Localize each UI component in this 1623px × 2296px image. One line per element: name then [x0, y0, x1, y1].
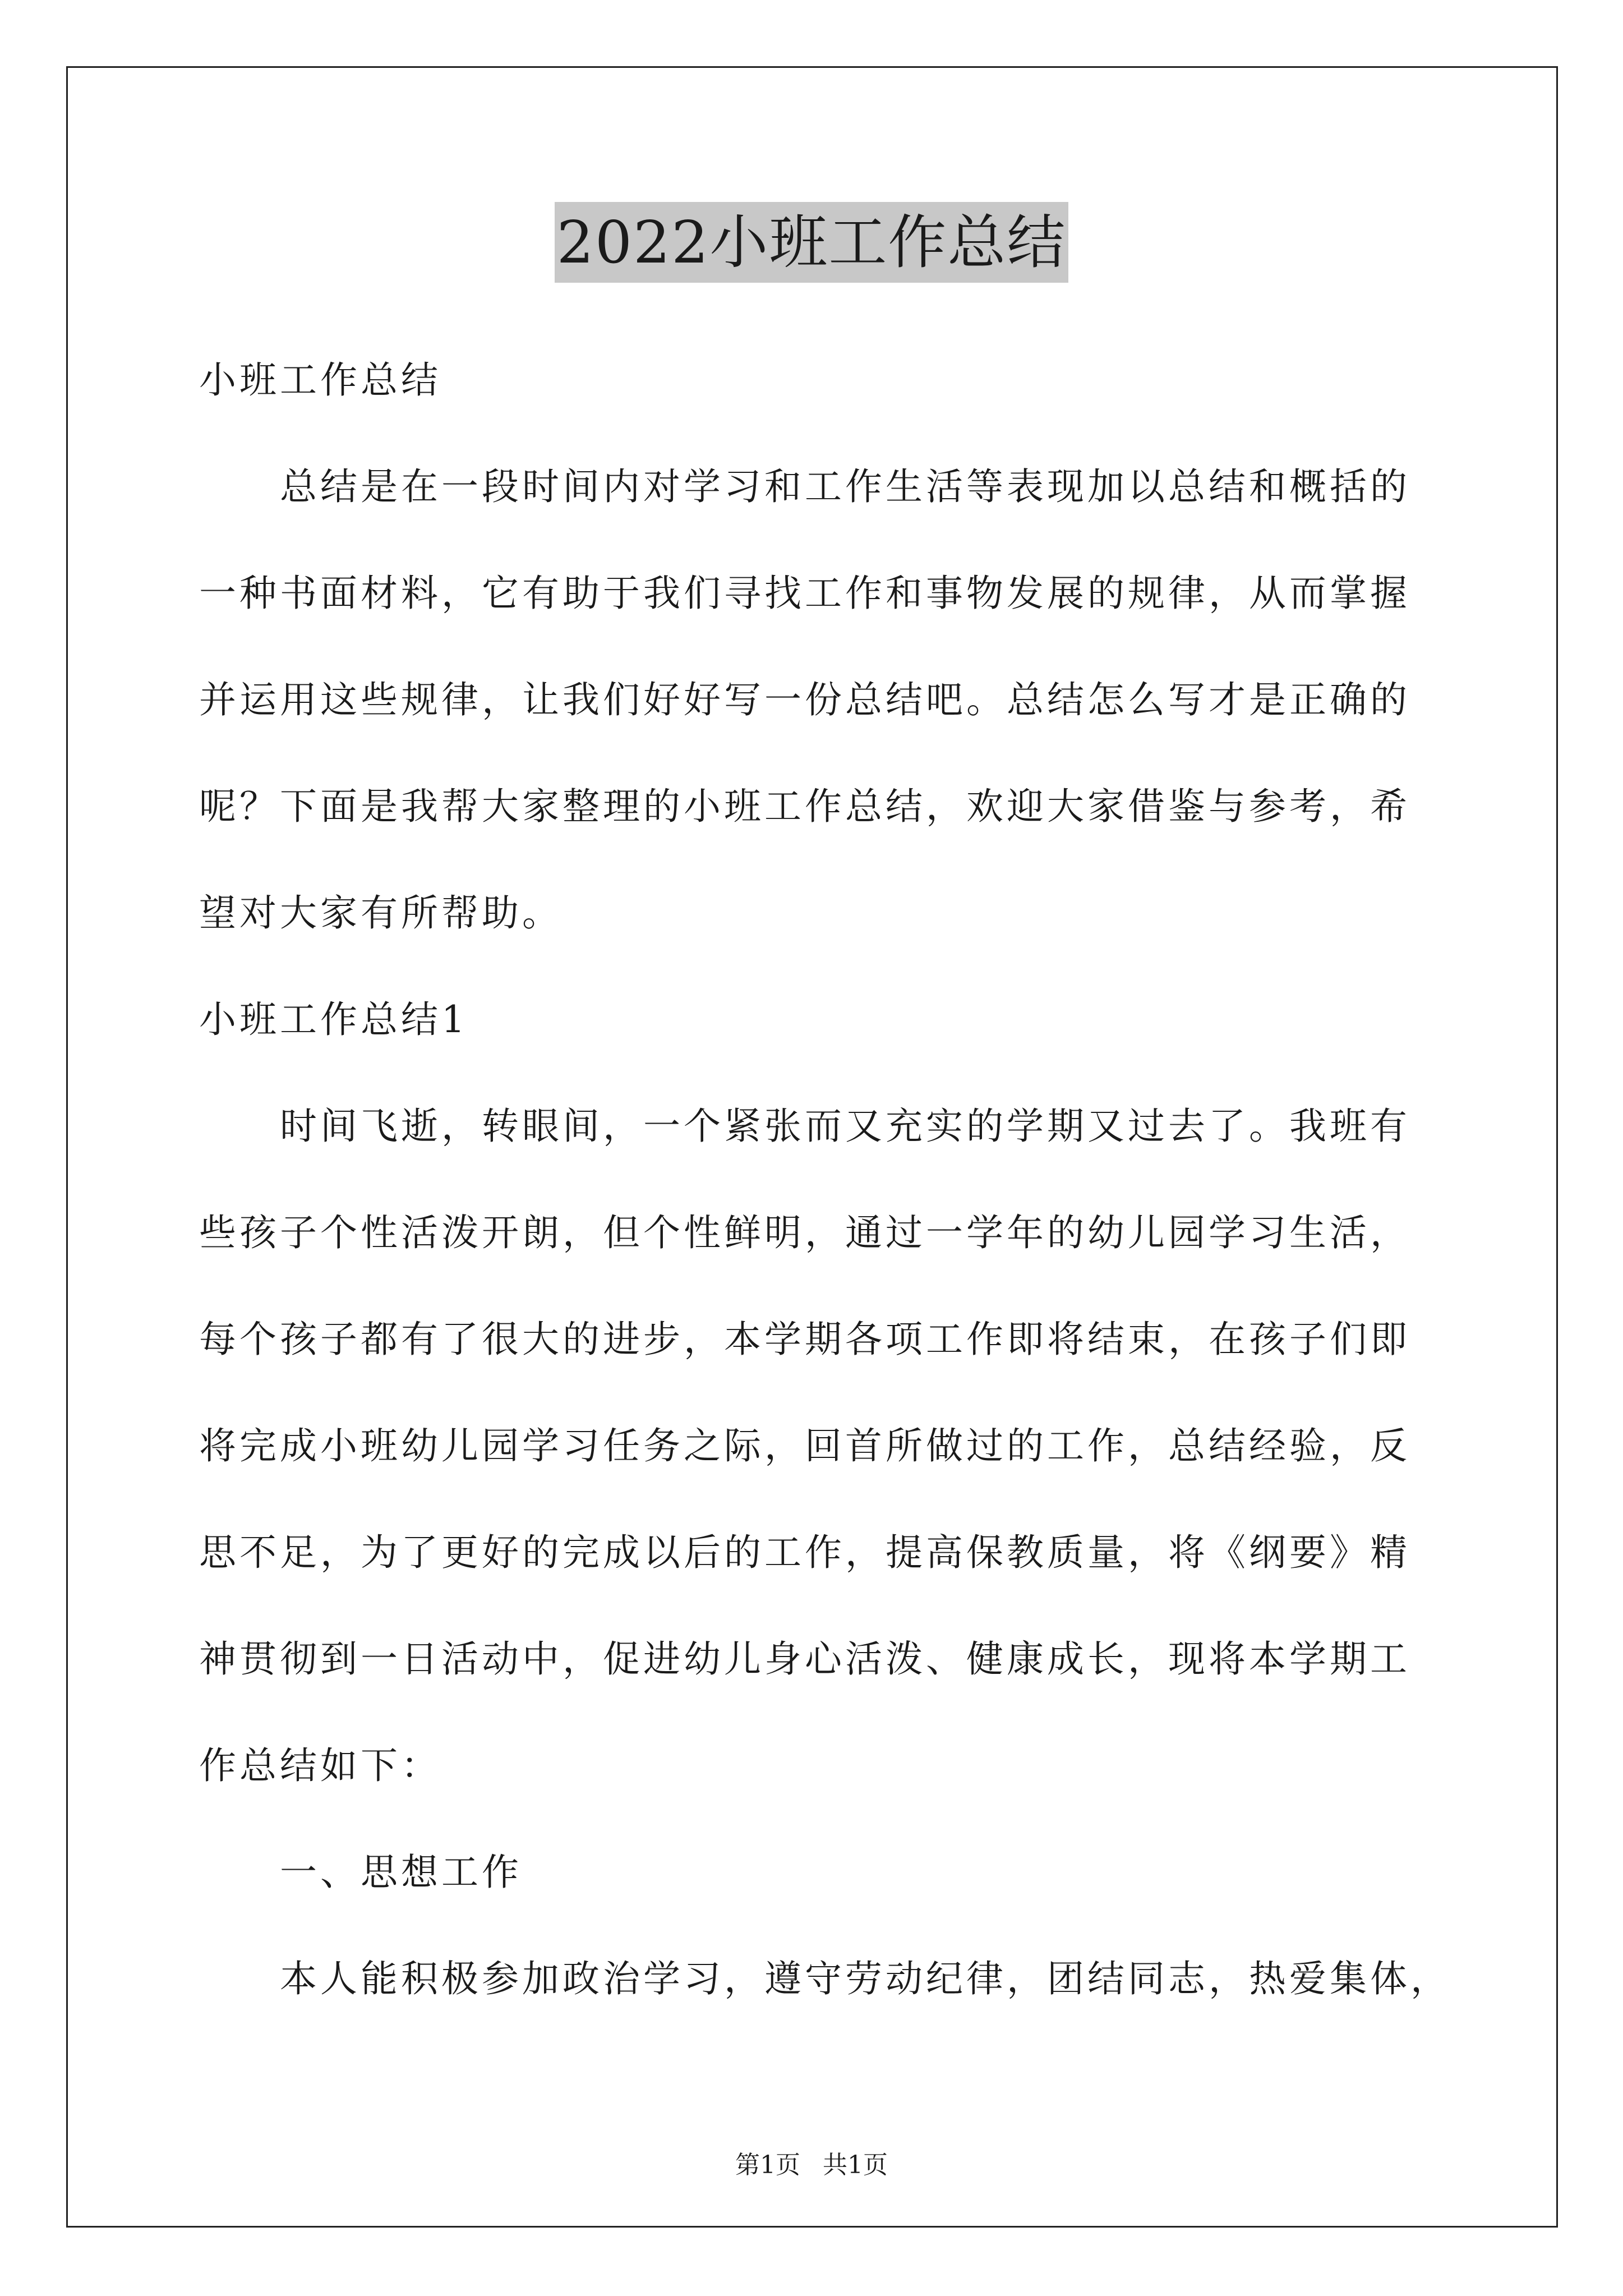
paragraph-line: 呢？下面是我帮大家整理的小班工作总结，欢迎大家借鉴与参考，希 — [199, 785, 1410, 828]
paragraph-line: 将完成小班幼儿园学习任务之际，回首所做过的工作，总结经验，反 — [199, 1424, 1410, 1467]
paragraph-line: 本人能积极参加政治学习，遵守劳动纪律，团结同志，热爱集体， — [199, 1957, 1451, 2000]
paragraph-line: 总结是在一段时间内对学习和工作生活等表现加以总结和概括的 — [199, 465, 1410, 508]
paragraph-line: 每个孩子都有了很大的进步，本学期各项工作即将结束，在孩子们即 — [199, 1318, 1410, 1361]
title-container — [0, 202, 1623, 283]
document-title: 2022小班工作总结 — [555, 202, 1069, 283]
page-number-total: 共1页 — [823, 2151, 888, 2179]
section-heading: 小班工作总结1 — [199, 998, 468, 1041]
paragraph-line: 作总结如下： — [199, 1744, 441, 1787]
paragraph-line: 望对大家有所帮助。 — [199, 891, 562, 935]
page-footer — [0, 2148, 1623, 2182]
subsection-heading: 一、思想工作 — [199, 1851, 522, 1894]
section-heading: 小班工作总结 — [199, 358, 441, 402]
paragraph-line: 一种书面材料，它有助于我们寻找工作和事物发展的规律，从而掌握 — [199, 572, 1410, 615]
paragraph-line: 思不足，为了更好的完成以后的工作，提高保教质量，将《纲要》精 — [199, 1531, 1410, 1574]
paragraph-line: 些孩子个性活泼开朗，但个性鲜明，通过一学年的幼儿园学习生活， — [199, 1211, 1410, 1254]
page-number-current: 第1页 — [735, 2151, 800, 2179]
paragraph-line: 并运用这些规律，让我们好好写一份总结吧。总结怎么写才是正确的 — [199, 678, 1410, 721]
paragraph-line: 神贯彻到一日活动中，促进幼儿身心活泼、健康成长，现将本学期工 — [199, 1637, 1410, 1681]
paragraph-line: 时间飞逝，转眼间，一个紧张而又充实的学期又过去了。我班有 — [199, 1105, 1410, 1148]
